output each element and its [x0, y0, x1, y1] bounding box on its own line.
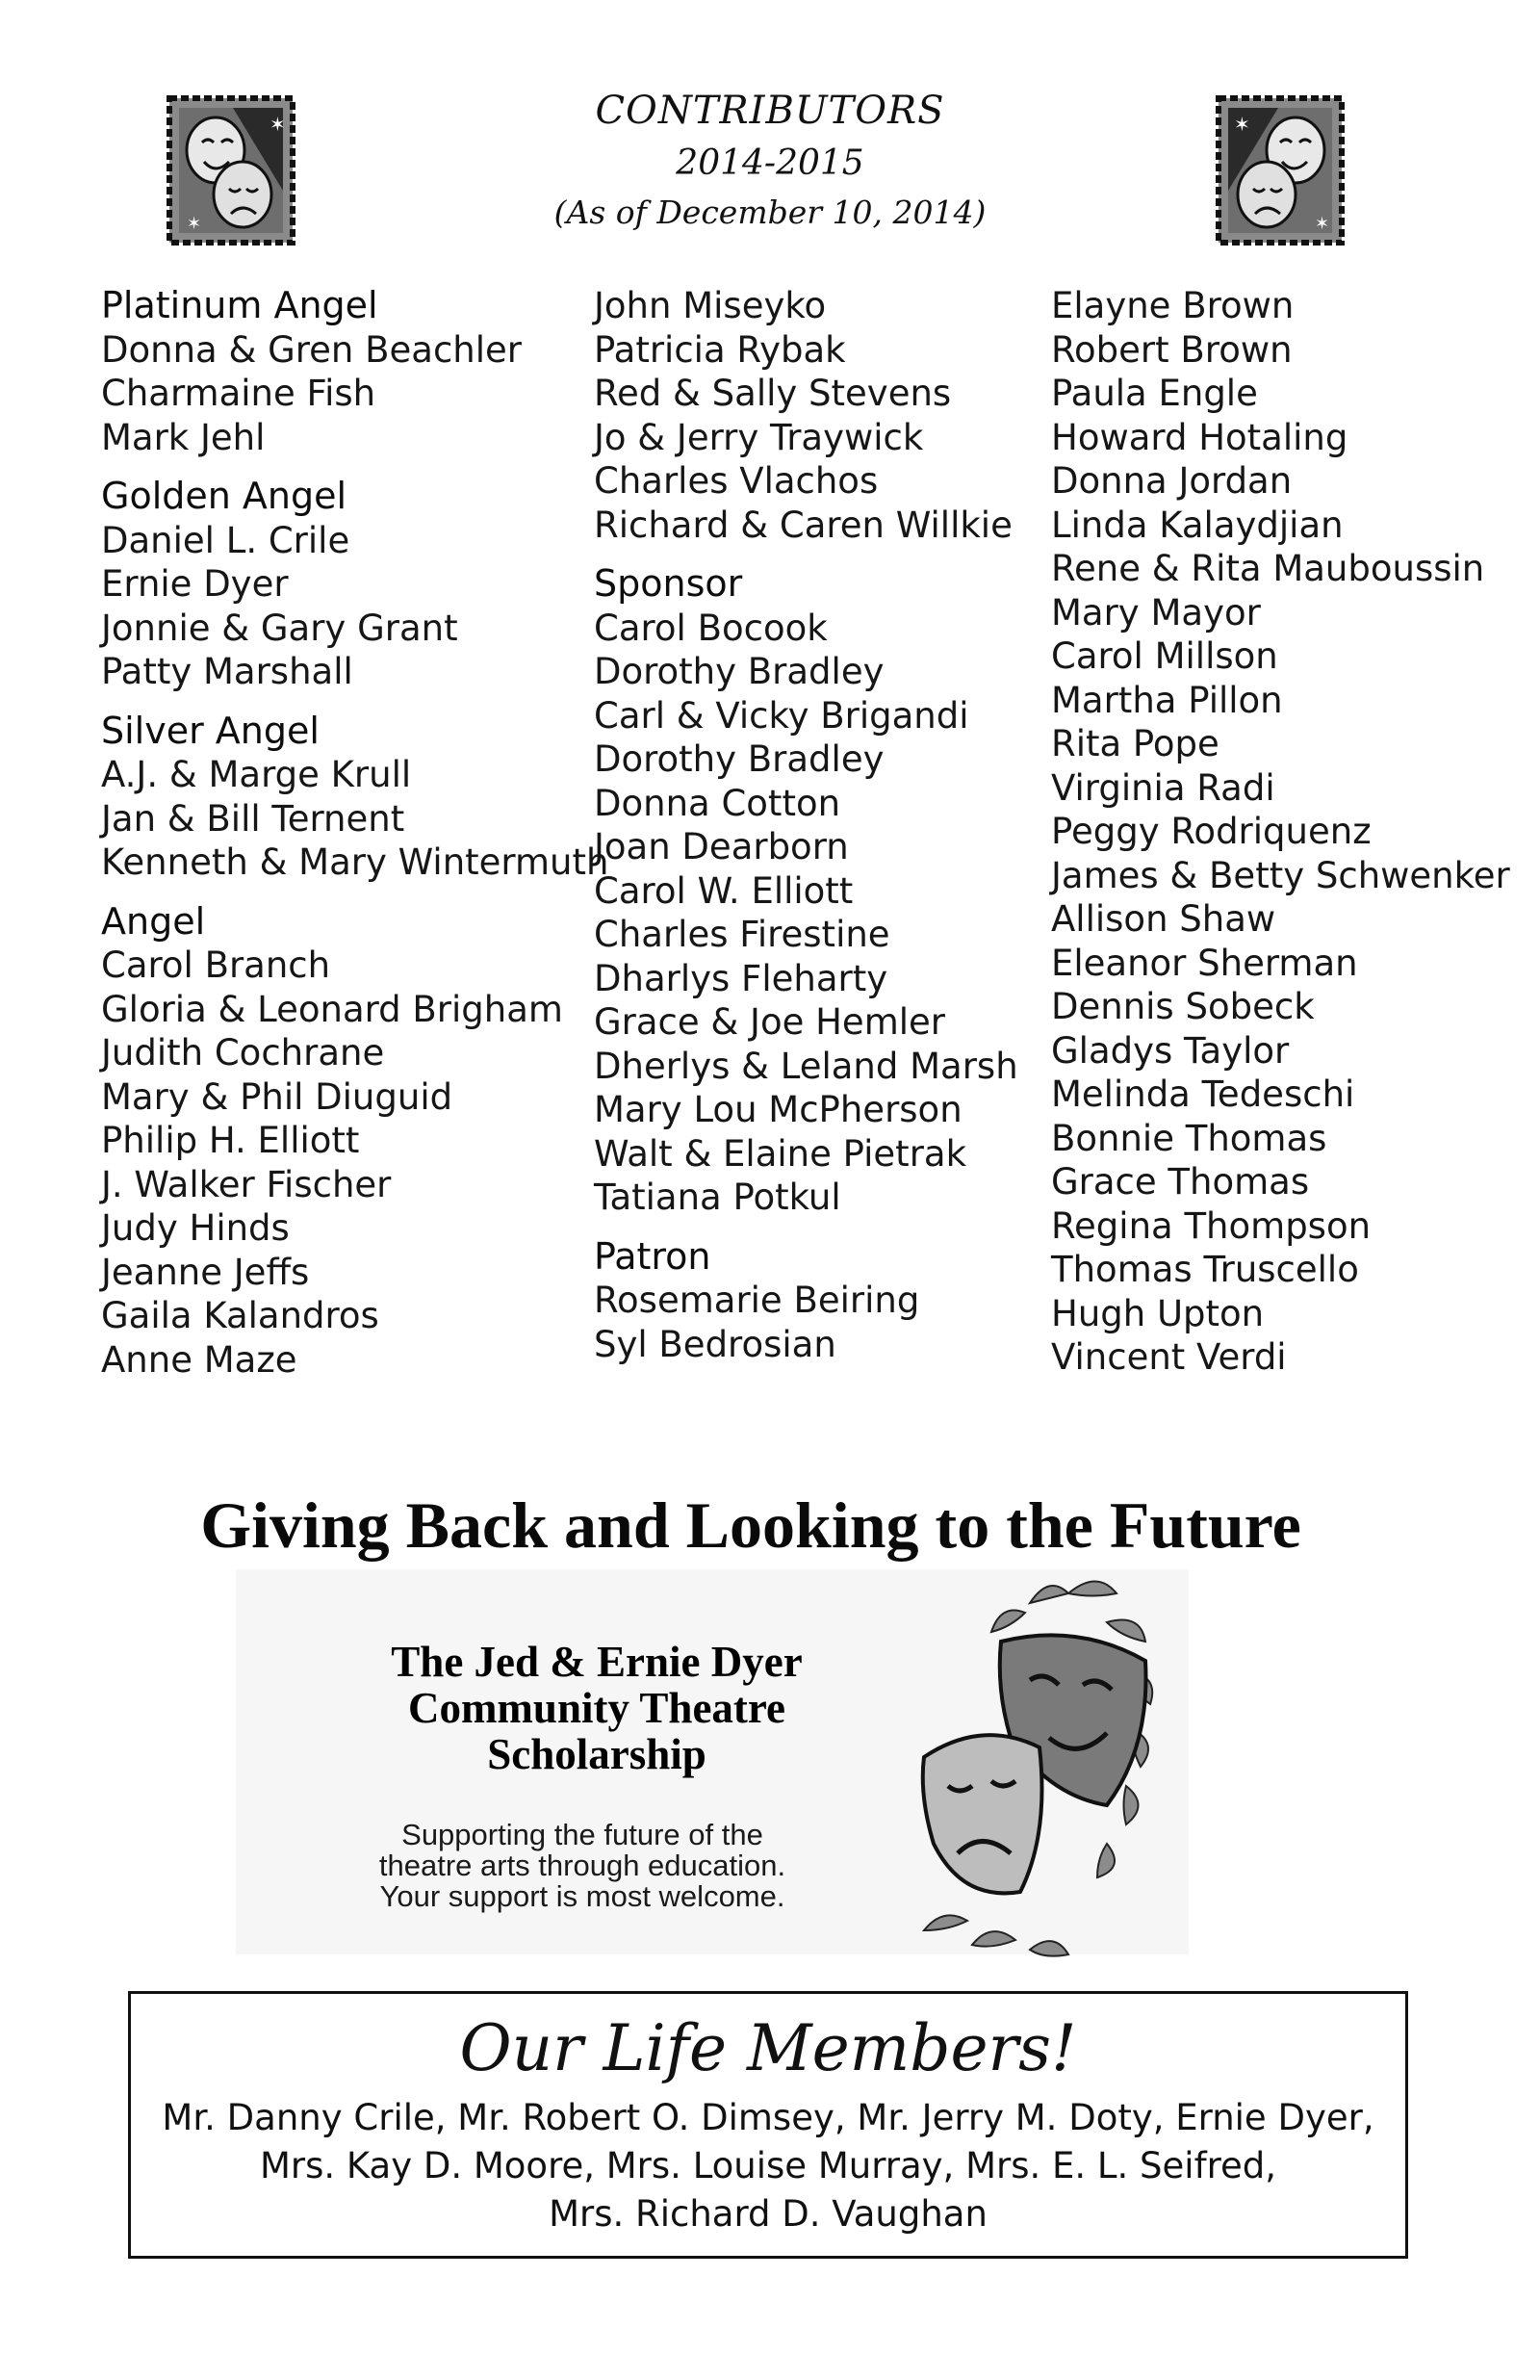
contributor-name: Elayne Brown	[1051, 285, 1295, 326]
contributor-name: Charles Firestine	[594, 914, 890, 955]
svg-text:✶: ✶	[187, 214, 202, 234]
contributor-name: Vincent Verdi	[1051, 1336, 1287, 1378]
contributor-group	[101, 709, 609, 885]
svg-text:✶: ✶	[1234, 113, 1250, 136]
contributor-name: Donna & Gren Beachler	[101, 328, 522, 371]
contributor-name: Patty Marshall	[101, 651, 353, 692]
contributor-name: Linda Kalaydjian	[1051, 504, 1344, 546]
contributors-column-1	[101, 284, 609, 1397]
life-members-line: Mrs. Richard D. Vaughan	[549, 2193, 988, 2235]
contributor-name: Walt & Elaine Pietrak	[594, 1132, 967, 1175]
contributor-name: Mary & Phil Diuguid	[101, 1075, 453, 1118]
contributor-group	[101, 475, 582, 694]
contributor-name: Daniel L. Crile	[101, 519, 350, 561]
life-members-box	[128, 1991, 1408, 2259]
contributor-name: Charmaine Fish	[101, 373, 376, 414]
contributor-name: Donna Jordan	[1051, 460, 1293, 502]
contributors-column-2	[594, 284, 1046, 1382]
life-members-title: Our Life Members!	[459, 2011, 1077, 2085]
contributor-name: Charles Vlachos	[594, 460, 879, 502]
contributor-name: Jonnie & Gary Grant	[101, 607, 458, 649]
contributor-name: Tatiana Potkul	[594, 1177, 841, 1218]
scholarship-title	[245, 1639, 948, 1777]
contributor-name: Rita Pope	[1051, 723, 1219, 764]
contributor-name: Anne Maze	[101, 1338, 297, 1381]
contributor-name: Ernie Dyer	[101, 563, 289, 605]
header-as-of: (As of December 10, 2014)	[553, 194, 987, 231]
contributor-name: A.J. & Marge Krull	[101, 754, 412, 795]
contributor-name: Carl & Vicky Brigandi	[594, 694, 969, 737]
life-members-line: Mr. Danny Crile, Mr. Robert O. Dimsey, Mr. Jerry M. Doty, Ernie Dyer,	[162, 2097, 1374, 2138]
contributor-name: Philip H. Elliott	[101, 1120, 360, 1161]
contributor-group	[594, 1235, 1046, 1367]
scholarship-subtitle-line: theatre arts through education.	[378, 1849, 786, 1882]
contributor-name: Dennis Sobeck	[1051, 986, 1315, 1027]
contributor-name: Gloria & Leonard Brigham	[101, 988, 563, 1030]
giving-back-heading: Giving Back and Looking to the Future	[200, 1488, 1301, 1562]
contributor-name: Melinda Tedeschi	[1051, 1074, 1355, 1115]
contributor-name: Joan Dearborn	[594, 826, 849, 867]
contributor-name: Carol W. Elliott	[594, 869, 854, 912]
contributor-group	[594, 284, 1046, 547]
contributor-name: Virginia Radi	[1051, 766, 1275, 809]
contributor-name: Judy Hinds	[101, 1207, 290, 1249]
contributor-name: Grace Thomas	[1051, 1161, 1310, 1203]
contributor-name: Jeanne Jeffs	[101, 1251, 310, 1293]
contributor-name: Richard & Caren Willkie	[594, 504, 1013, 546]
contributor-level-heading: Patron	[594, 1234, 711, 1278]
scholarship-title-line: The Jed & Ernie Dyer	[391, 1638, 803, 1686]
contributor-name: Robert Brown	[1051, 328, 1293, 371]
contributor-name: Dharlys Fleharty	[594, 957, 888, 999]
contributor-name: Judith Cochrane	[101, 1032, 385, 1074]
scholarship-title-line: Scholarship	[487, 1730, 706, 1778]
contributor-name: Grace & Joe Hemler	[594, 1001, 945, 1043]
life-members-line: Mrs. Kay D. Moore, Mrs. Louise Murray, Mrs. E. L. Seifred,	[259, 2145, 1277, 2186]
scholarship-title-line: Community Theatre	[407, 1684, 786, 1732]
contributor-name: Donna Cotton	[594, 782, 841, 824]
header-years: 2014-2015	[676, 143, 864, 183]
contributor-group	[101, 284, 582, 459]
contributors-column-3	[1051, 284, 1532, 1395]
contributor-name: James & Betty Schwenker	[1051, 854, 1510, 896]
contributor-name: Allison Shaw	[1051, 898, 1276, 940]
contributor-name: Hugh Upton	[1051, 1292, 1265, 1334]
theatre-masks-laurel-icon	[886, 1565, 1194, 1969]
contributor-name: Mary Mayor	[1051, 591, 1261, 634]
contributor-name: Rosemarie Beiring	[594, 1280, 920, 1321]
contributor-name: Regina Thompson	[1051, 1204, 1372, 1247]
contributor-name: Howard Hotaling	[1051, 416, 1348, 458]
contributors-header	[0, 83, 1540, 237]
life-members-names	[131, 2094, 1405, 2238]
contributor-name: Thomas Truscello	[1051, 1249, 1359, 1290]
contributor-name: Mary Lou McPherson	[594, 1089, 962, 1130]
contributor-name: Jan & Bill Ternent	[101, 797, 405, 840]
contributor-name: Mark Jehl	[101, 416, 266, 458]
contributor-group	[594, 562, 1046, 1220]
scholarship-subtitle	[245, 1820, 919, 1912]
contributor-name: J. Walker Fischer	[101, 1163, 392, 1205]
contributor-name: Martha Pillon	[1051, 679, 1283, 721]
contributor-name: Eleanor Sherman	[1051, 942, 1358, 984]
contributor-name: Dorothy Bradley	[594, 738, 885, 780]
contributor-name: Paula Engle	[1051, 373, 1258, 414]
scholarship-subtitle-line: Supporting the future of the	[401, 1818, 763, 1851]
contributor-group	[1051, 284, 1532, 1380]
header-title: CONTRIBUTORS	[595, 89, 945, 133]
contributor-name: Patricia Rybak	[594, 328, 846, 371]
contributor-name: Gladys Taylor	[1051, 1029, 1290, 1072]
contributor-name: Carol Bocook	[594, 607, 828, 649]
contributor-name: Carol Branch	[101, 944, 331, 986]
contributor-name: Dorothy Bradley	[594, 651, 885, 692]
contributor-name: Kenneth & Mary Wintermuth	[101, 841, 609, 883]
contributor-name: Red & Sally Stevens	[594, 373, 952, 414]
contributor-level-heading: Sponsor	[594, 562, 743, 605]
contributor-name: Jo & Jerry Traywick	[594, 416, 924, 458]
contributor-name: John Miseyko	[594, 285, 827, 326]
contributor-level-heading: Silver Angel	[101, 709, 320, 752]
contributor-level-heading: Platinum Angel	[101, 284, 378, 326]
contributor-name: Carol Millson	[1051, 635, 1278, 677]
contributor-name: Dherlys & Leland Marsh	[594, 1045, 1018, 1087]
contributor-level-heading: Golden Angel	[101, 475, 347, 517]
contributor-group	[101, 900, 582, 1383]
scholarship-subtitle-line: Your support is most welcome.	[379, 1879, 785, 1913]
contributor-level-heading: Angel	[101, 899, 206, 943]
contributor-name: Rene & Rita Mauboussin	[1051, 548, 1485, 589]
svg-text:✶: ✶	[1315, 214, 1330, 234]
contributor-name: Syl Bedrosian	[594, 1323, 836, 1365]
contributor-name: Peggy Rodriquenz	[1051, 811, 1372, 852]
contributor-name: Bonnie Thomas	[1051, 1117, 1327, 1159]
contributor-name: Gaila Kalandros	[101, 1295, 379, 1336]
svg-text:✶: ✶	[270, 113, 286, 136]
